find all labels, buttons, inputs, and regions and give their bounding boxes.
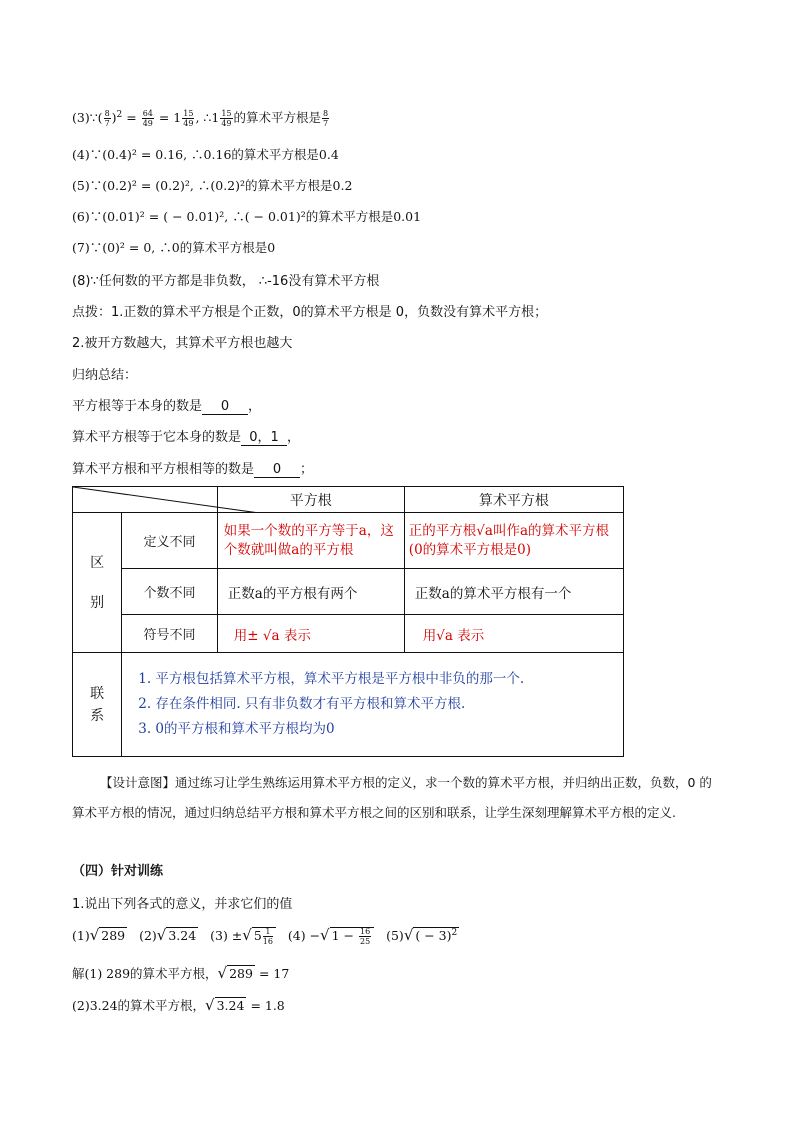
sqrt-3-24: √ 3.24 — [156, 926, 197, 944]
sqrt-289: √ 289 — [89, 926, 126, 944]
header-arith-root: 算术平方根 — [404, 487, 623, 513]
relation-list — [122, 653, 624, 757]
solution-2: (2)3.24的算术平方根，√ 3.24 = 1.8 — [72, 996, 285, 1014]
tip-1: 点拨：1.正数的算术平方根是个正数，0的算术平方根是 0，负数没有算术平方根； — [72, 305, 548, 320]
relation-item: 3. 0的平方根和算术平方根均为0 — [138, 721, 335, 737]
def-square-root: 如果一个数的平方等于a，这个数就叫做a的平方根 — [217, 513, 404, 569]
def-arith-root: 正的平方根√a叫作a的算术平方根(0的算术平方根是0) — [404, 513, 623, 569]
tip-2: 2.被开方数越大，其算术平方根也越大 — [72, 336, 293, 351]
exercise-items: (1)√ 289 (2)√ 3.24 (3) ±√ 5 $\frac{1}{16}$ (4) −√ 1 − $\frac{16}{25}$ (5)√ ( − 3)$^2$ — [72, 926, 458, 946]
step-4: (4)∵(0.4)² = 0.16, ∴0.16的算术平方根是0.4 — [72, 147, 339, 162]
sqrt-one-minus-fraction: √ 1 − $\frac{16}{25}$ — [320, 926, 374, 946]
row-label-symbol: 符号不同 — [122, 615, 218, 653]
symbol-arith-root: 用√a 表示 — [404, 615, 623, 653]
exercise-1: 1.说出下列各式的意义，并求它们的值 — [72, 897, 293, 912]
diff-label: 区 别 — [73, 513, 122, 653]
section-4-heading: （四）针对训练 — [72, 864, 164, 879]
row-label-definition: 定义不同 — [122, 513, 218, 569]
diagonal-line — [73, 487, 259, 513]
relation-item: 2. 存在条件相同. 只有非负数才有平方根和算术平方根. — [138, 696, 466, 712]
sqrt-neg3-squared: √ ( − 3)$^2$ — [403, 926, 458, 944]
design-intent: 【设计意图】通过练习让学生熟练运用算术平方根的定义，求一个数的算术平方根，并归纳出正数，负数，0 的算术平方根的情况，通过归纳总结平方根和算术平方根之间的区别和联系，让学生深刻理解算术平方根的定义. — [72, 775, 712, 820]
row-label-count: 个数不同 — [122, 569, 218, 615]
answer-blank: 0 — [254, 462, 300, 478]
header-square-root: 平方根 — [217, 487, 404, 513]
relation-item: 1. 平方根包括算术平方根，算术平方根是平方根中非负的那一个. — [138, 671, 525, 687]
step-3-text: 的算术平方根是 — [233, 110, 322, 125]
summary-heading: 归纳总结： — [72, 368, 138, 383]
step-8: (8)∵任何数的平方都是非负数， ∴-16没有算术平方根 — [72, 274, 380, 289]
step-3: (3)∵( $\frac{8}{7}$ )$^2$ = $\frac{64}{49}$ = 1 $\frac{15}{49}$ , ∴1 $\frac{15}{49}$ 的算术平方根是 $\frac{8}{7}$ — [72, 109, 329, 128]
comparison-table — [72, 486, 624, 757]
count-square-root: 正数a的平方根有两个 — [217, 569, 404, 615]
summary-q3: 算术平方根和平方根相等的数是 0 ； — [72, 462, 314, 477]
step-5: (5)∵(0.2)² = (0.2)², ∴(0.2)²的算术平方根是0.2 — [72, 178, 353, 193]
frac-64-49: $\frac{64}{49}$ — [142, 109, 153, 128]
frac-15-49: $\frac{15}{49}$ — [183, 109, 194, 128]
step-7: (7)∵(0)² = 0, ∴0的算术平方根是0 — [72, 240, 276, 255]
answer-blank: 0 — [202, 399, 248, 415]
step-6: (6)∵(0.01)² = ( − 0.01)², ∴( − 0.01)²的算术平方根是0.01 — [72, 209, 422, 224]
symbol-square-root: 用± √a 表示 — [217, 615, 404, 653]
relation-label: 联 系 — [73, 653, 122, 757]
summary-q2: 算术平方根等于它本身的数是 0，1 ， — [72, 426, 300, 446]
answer-blank: 0，1 — [241, 426, 287, 446]
diagonal-header-cell — [73, 487, 218, 513]
sqrt-mixed-fraction: √ 5 $\frac{1}{16}$ — [242, 926, 276, 946]
solution-1: 解(1) 289的算术平方根，√ 289 = 17 — [72, 964, 290, 982]
summary-q1: 平方根等于本身的数是 0 ， — [72, 399, 262, 414]
count-arith-root: 正数a的算术平方根有一个 — [404, 569, 623, 615]
frac-8-7: $\frac{8}{7}$ — [104, 109, 110, 128]
